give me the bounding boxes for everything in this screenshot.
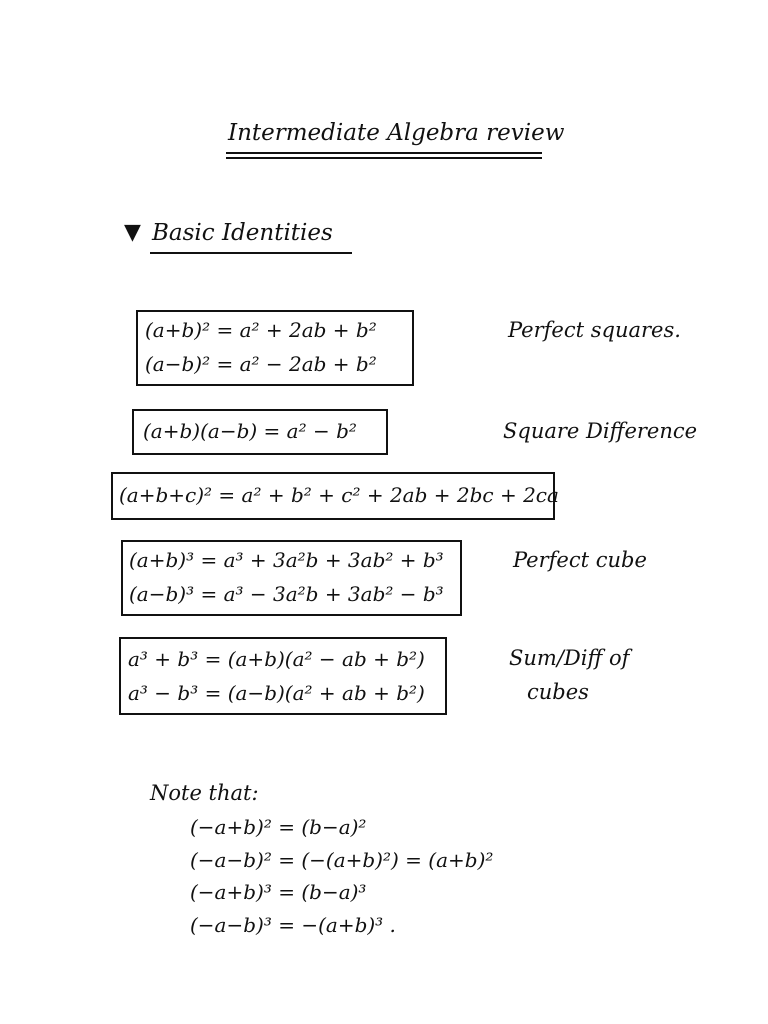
identity-equation: (a+b)³ = a³ + 3a²b + 3ab² + b³ — [129, 548, 444, 572]
note-equation: (−a−b)² = (−(a+b)²) = (a+b)² — [190, 848, 494, 872]
identity-equation: (a+b)² = a² + 2ab + b² — [145, 318, 377, 342]
note-equation: (−a−b)³ = −(a+b)³ . — [190, 913, 396, 937]
identity-equation: (a−b)³ = a³ − 3a²b + 3ab² − b³ — [129, 582, 444, 606]
note-equation: (−a+b)² = (b−a)² — [190, 815, 367, 839]
identity-equation: a³ + b³ = (a+b)(a² − ab + b²) — [128, 647, 425, 671]
identity-equation: a³ − b³ = (a−b)(a² + ab + b²) — [128, 681, 425, 705]
section-heading: Basic Identities — [152, 220, 333, 246]
triangle-bullet-icon: ▼ — [124, 220, 141, 245]
identity-label: cubes — [527, 680, 589, 704]
note-equation: (−a+b)³ = (b−a)³ — [190, 880, 367, 904]
identity-equation: (a+b)(a−b) = a² − b² — [143, 419, 357, 443]
identity-equation: (a+b+c)² = a² + b² + c² + 2ab + 2bc + 2ca — [119, 483, 559, 507]
section-underline — [150, 252, 352, 254]
title-underline — [226, 157, 542, 159]
identity-label: Square Difference — [503, 419, 698, 443]
title-underline — [226, 152, 542, 154]
identity-label: Perfect cube — [513, 548, 647, 572]
note-heading: Note that: — [150, 781, 259, 805]
identity-label: Perfect squares. — [508, 318, 681, 342]
identity-label: Sum/Diff of — [509, 646, 630, 670]
page-title: Intermediate Algebra review — [228, 120, 565, 146]
identity-equation: (a−b)² = a² − 2ab + b² — [145, 352, 377, 376]
